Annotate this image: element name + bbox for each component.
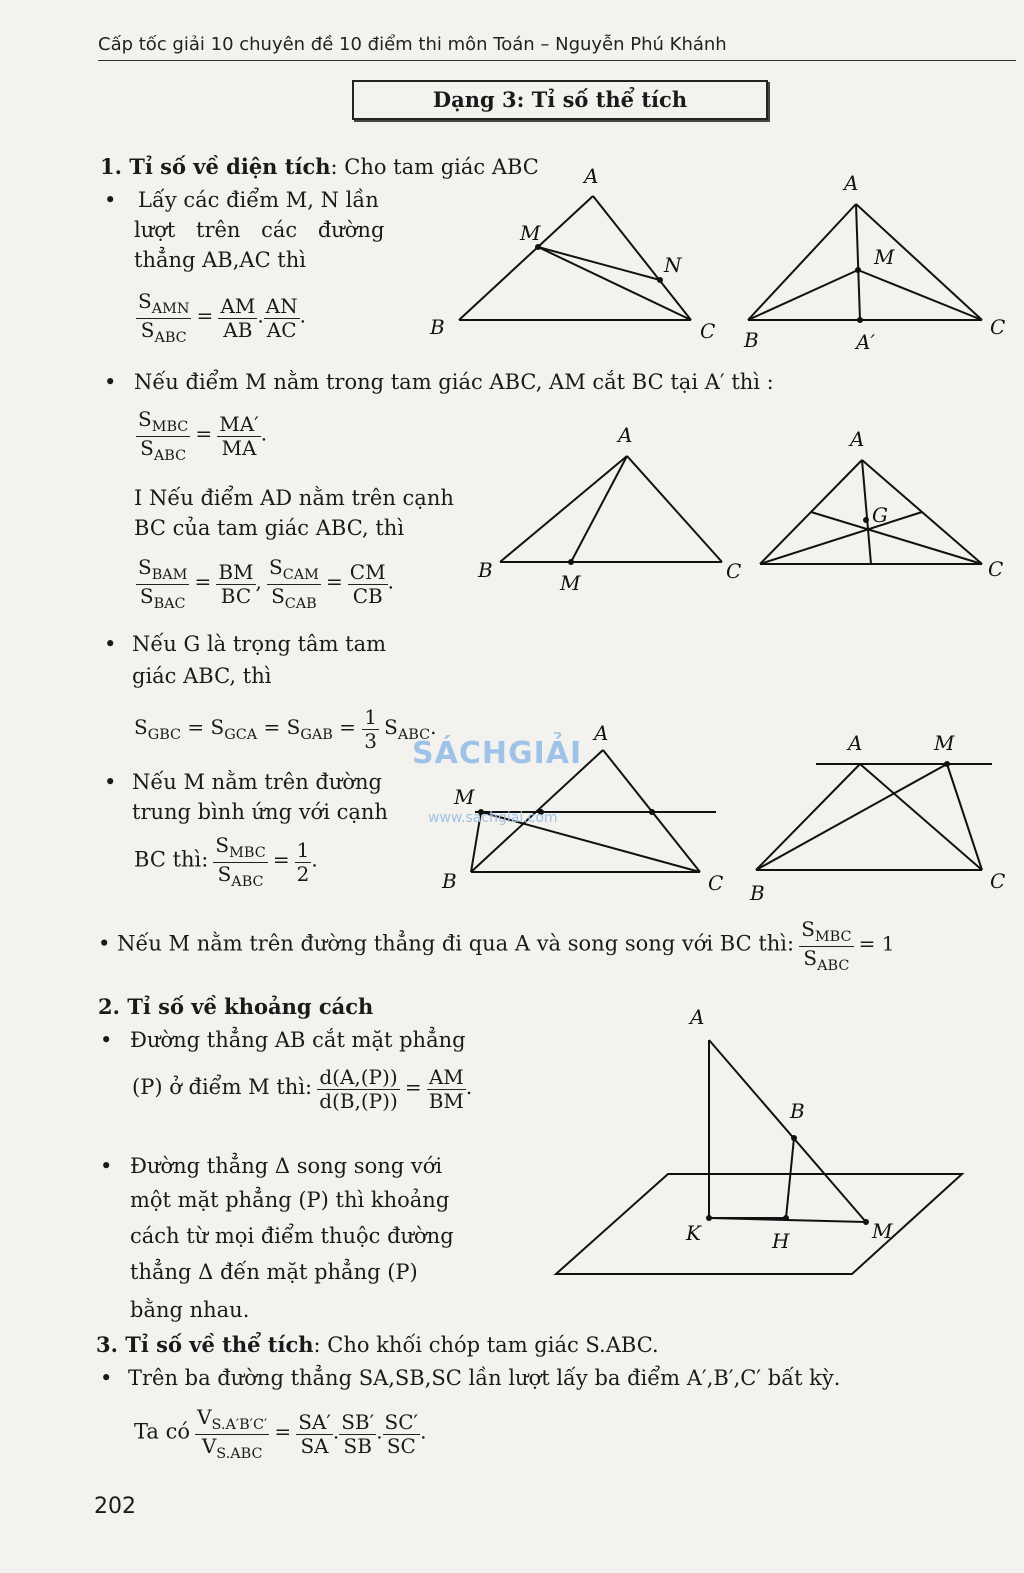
s3-heading: 3. Tỉ số về thể tích: [96, 1332, 314, 1357]
watermark-logo: SÁCHGIẢI: [412, 736, 583, 771]
label: A: [844, 171, 859, 195]
bullet: •: [104, 188, 117, 212]
s1-b1-line3: thẳng AB,AC thì: [134, 248, 306, 272]
figure-3-triangle-median: [500, 456, 722, 562]
s2-b1-line1: Đường thẳng AB cắt mặt phẳng: [130, 1028, 466, 1052]
label: M: [872, 1219, 893, 1243]
label: H: [772, 1229, 790, 1253]
figure-7-plane-distance: [556, 1040, 962, 1274]
formula-amn: $\frac{S_{AMN}}{S_{ABC}}$ = $\frac{AM}{AB}$ . $\frac{AN}{AC}$ .: [138, 289, 306, 346]
s1-b5-line1: Nếu M nằm trên đường: [132, 770, 382, 794]
s1-b2: Nếu điểm M nằm trong tam giác ABC, AM cắt BC tại A′ thì :: [134, 370, 774, 394]
s2-heading: 2. Tỉ số về khoảng cách: [98, 994, 374, 1019]
figure-1-triangle-mn: [459, 196, 691, 320]
label: A: [618, 423, 633, 447]
label: G: [872, 503, 888, 527]
bullet: •: [100, 1028, 113, 1052]
figure-4-triangle-centroid: [760, 460, 982, 564]
bullet: •: [100, 1366, 113, 1390]
formula-volume: Ta có $\frac{V_{S.A'B'C'}}{V_{S.ABC}}$ = $\frac{SA'}{SA}$ . $\frac{SB'}{SB}$ . $\frac{SC'}{SC}$ .: [134, 1405, 427, 1462]
label: C: [988, 557, 1004, 581]
label: M: [874, 245, 895, 269]
label: C: [990, 869, 1006, 893]
s1-b5-line2: trung bình ứng với cạnh: [132, 800, 388, 824]
s2-b2-line3: cách từ mọi điểm thuộc đường: [130, 1224, 454, 1248]
s2-b2-line1: Đường thẳng Δ song song với: [130, 1154, 443, 1178]
s1-b3-line1: I Nếu điểm AD nằm trên cạnh: [134, 486, 454, 510]
label: B: [442, 869, 457, 893]
formula-midline: BC thì: $\frac{S_{MBC}}{S_{ABC}}$ = $\frac{1}{2}$ .: [134, 833, 318, 890]
s3-b1: Trên ba đường thẳng SA,SB,SC lần lượt lấy ba điểm A′,B′,C′ bất kỳ.: [128, 1366, 841, 1390]
s1-b1-line2: lượt trên các đường: [134, 218, 385, 242]
formula-mbc: $\frac{S_{MBC}}{S_{ABC}}$ = $\frac{MA'}{MA}$ .: [138, 407, 268, 464]
bullet: •: [100, 1154, 113, 1178]
s1-b4-line1: Nếu G là trọng tâm tam: [132, 632, 387, 656]
label: B: [430, 315, 445, 339]
s3-heading-rest: : Cho khối chóp tam giác S.ABC.: [313, 1333, 659, 1357]
label: M: [560, 571, 581, 595]
label: A: [848, 731, 863, 755]
label: B: [478, 558, 493, 582]
label: M: [520, 221, 541, 245]
s1-heading: 1. Tỉ số về diện tích: [100, 154, 331, 179]
formula-distance: (P) ở điểm M thì: $\frac{d(A,(P))}{d(B,(P))}$ = $\frac{AM}{BM}$ .: [132, 1065, 473, 1113]
formula-centroid: $S_{GBC} = S_{GCA} = S_{GAB}$ = $\frac{1}{3}$ $S_{ABC}$.: [134, 705, 437, 753]
bullet: •: [104, 770, 117, 794]
label: A: [690, 1005, 705, 1029]
s2-b2-line5: bằng nhau.: [130, 1298, 250, 1322]
s1-b6-line: • Nếu M nằm trên đường thẳng đi qua A và song song với BC thì: $\frac{S_{MBC}}{S_{ABC}}$ = 1: [98, 917, 895, 974]
s1-b1-line1: Lấy các điểm M, N lần: [138, 188, 379, 212]
s2-b2-line2: một mặt phẳng (P) thì khoảng: [130, 1188, 450, 1212]
s1-b3-line2: BC của tam giác ABC, thì: [134, 516, 405, 540]
running-header: Cấp tốc giải 10 chuyên đề 10 điểm thi môn Toán – Nguyễn Phú Khánh: [98, 34, 727, 55]
label: A: [850, 427, 865, 451]
formula-bam: $\frac{S_{BAM}}{S_{BAC}}$ = $\frac{BM}{BC}$ , $\frac{S_{CAM}}{S_{CAB}}$ = $\frac{CM}{CB}$ .: [138, 555, 394, 612]
label: N: [664, 253, 682, 277]
label: C: [726, 559, 742, 583]
watermark-url: www.sachgiai.com: [428, 810, 558, 826]
label: C: [990, 315, 1006, 339]
s1-b4-line2: giác ABC, thì: [132, 664, 272, 688]
label: C: [700, 319, 716, 343]
label: A′: [856, 330, 875, 354]
s1-heading-rest: : Cho tam giác ABC: [330, 155, 539, 179]
label: B: [790, 1099, 805, 1123]
label: A: [584, 164, 599, 188]
label: K: [686, 1221, 701, 1245]
bullet: •: [104, 632, 117, 656]
label: M: [454, 785, 475, 809]
label: B: [744, 328, 759, 352]
page-number: 202: [94, 1494, 136, 1519]
bullet: •: [104, 370, 117, 394]
label: B: [750, 881, 765, 905]
label: A: [594, 721, 609, 745]
figure-2-triangle-cevian: [748, 204, 982, 320]
label: C: [708, 871, 724, 895]
s2-b2-line4: thẳng Δ đến mặt phẳng (P): [130, 1260, 418, 1284]
figure-6-parallel: [756, 764, 992, 870]
label: M: [934, 731, 955, 755]
section-title: Dạng 3: Tỉ số thể tích: [352, 80, 768, 120]
